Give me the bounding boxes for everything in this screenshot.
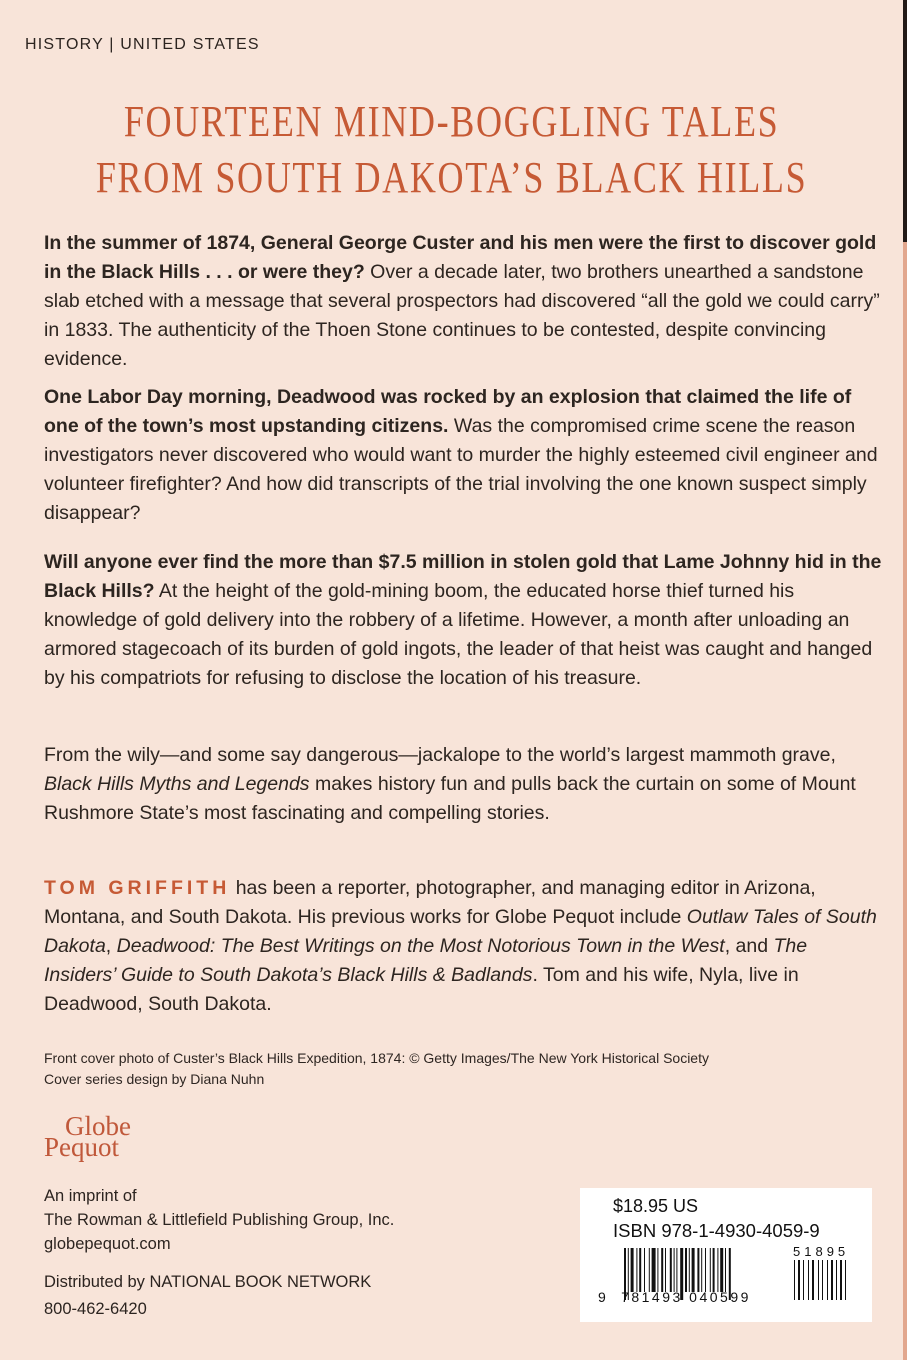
- publisher-logo: [44, 1111, 131, 1162]
- barcode-bar: [725, 1248, 726, 1292]
- category-label: HISTORY | UNITED STATES: [25, 36, 260, 53]
- blurb-paragraph-1: [44, 229, 884, 374]
- blurb-body: Was the compromised crime scene the reason investigators never discovered who would want to murder the highly esteemed civil engineer and volunteer firefighter? And how did transcripts of the trial involving the one known suspect simply disappear?: [44, 415, 878, 524]
- book-title: Deadwood: The Best Writings on the Most Notorious Town in the West: [116, 935, 725, 957]
- bio-text: ,: [105, 935, 117, 957]
- distributor: Distributed by NATIONAL BOOK NETWORK: [44, 1273, 372, 1291]
- barcode-bar: [649, 1248, 650, 1292]
- barcode-bar: [697, 1248, 699, 1292]
- barcode-bar: [670, 1248, 672, 1292]
- ean-rest-digits: 781493 040599: [621, 1289, 751, 1305]
- author-bio: [44, 874, 884, 1019]
- addon-bar: [840, 1260, 842, 1300]
- blurb-body: Over a decade later, two brothers unearthed a sandstone slab etched with a message that several prospectors had discovered “all the gold we could carry” in 1833. The authenticity of the Thoen Stone continues to be contested, despite convincing evidence.: [44, 261, 880, 370]
- blurb-body: makes history fun and pulls back the curtain on some of Mount Rushmore State’s most fascinating and compelling stories.: [44, 773, 856, 824]
- spine-edge-dark: [903, 0, 907, 242]
- price: $18.95 US: [613, 1196, 699, 1216]
- bio-text: has been a reporter, photographer, and managing editor in Arizona, Montana, and South Dakota. His previous works for Globe Pequot include: [44, 877, 816, 928]
- publisher-website: globepequot.com: [44, 1235, 171, 1253]
- book-title: Black Hills Myths and Legends: [44, 773, 310, 795]
- bio-text: . Tom and his wife, Nyla, live in Deadwood, South Dakota.: [44, 964, 799, 1015]
- barcode-bar: [701, 1248, 702, 1292]
- book-title: Outlaw Tales of South Dakota: [44, 906, 877, 957]
- blurb-body: At the height of the gold-mining boom, the educated horse thief turned his knowledge of gold delivery into the robbery of a lifetime. However, a month after unloading an armored stagecoach of its burden of gold ingots, the leader of that heist was caught and hanged by his compatriots for refusing to disclose the location of his treasure.: [44, 580, 873, 689]
- book-title: The Insiders’ Guide to South Dakota’s Black Hills & Badlands: [44, 935, 808, 986]
- blurb-paragraph-4: [44, 741, 884, 828]
- barcode-bar: [644, 1248, 645, 1292]
- addon-bar: [818, 1260, 819, 1300]
- barcode-bar: [692, 1248, 695, 1292]
- addon-bar: [812, 1260, 814, 1300]
- barcode-bar: [652, 1248, 656, 1292]
- blurb-lead: One Labor Day morning, Deadwood was rocked by an explosion that claimed the life of one of the town’s most upstanding citizens.: [44, 386, 852, 437]
- barcode-bar: [720, 1248, 723, 1292]
- addon-bar: [831, 1260, 833, 1300]
- addon-bar: [827, 1260, 828, 1300]
- addon-bar: [794, 1260, 795, 1300]
- barcode-bar: [639, 1248, 641, 1292]
- photo-credit: Front cover photo of Custer’s Black Hills Expedition, 1874: © Getty Images/The New York Historical Society: [44, 1050, 709, 1066]
- headline-line-2: FROM SOUTH DAKOTA’S BLACK HILLS: [95, 153, 808, 202]
- barcode-bar: [631, 1248, 634, 1292]
- addon-bar: [845, 1260, 846, 1300]
- barcode-bar: [665, 1248, 666, 1292]
- addon-bar: [798, 1260, 800, 1300]
- imprint-info: [44, 1184, 394, 1256]
- credits: [44, 1048, 884, 1090]
- barcode-bar: [710, 1248, 711, 1292]
- addon-bar: [822, 1260, 823, 1300]
- addon-bar: [836, 1260, 837, 1300]
- addon-bar: [808, 1260, 809, 1300]
- ean-digits: [598, 1289, 751, 1305]
- distribution-info: [44, 1269, 371, 1323]
- barcode-bar: [685, 1248, 687, 1292]
- barcode-bar: [689, 1248, 690, 1292]
- phone-number: 800-462-6420: [44, 1300, 147, 1318]
- barcode-bar: [705, 1248, 706, 1292]
- logo-line-2: Pequot: [44, 1132, 120, 1162]
- blurb-paragraph-2: [44, 383, 884, 528]
- barcode-bar: [657, 1248, 658, 1292]
- blurb-lead: Will anyone ever find the more than $7.5 million in stolen gold that Lame Johnny hid in the Black Hills?: [44, 551, 882, 602]
- headline: [81, 94, 821, 206]
- barcode-bar: [676, 1248, 677, 1292]
- blurb-lead: In the summer of 1874, General George Custer and his men were the first to discover gold in the Black Hills . . . or were they?: [44, 232, 877, 283]
- bio-text: , and: [724, 935, 774, 957]
- logo-line-1: Globe: [65, 1111, 131, 1141]
- ean-first-digit: 9: [598, 1289, 609, 1305]
- parent-publisher: The Rowman & Littlefield Publishing Group, Inc.: [44, 1211, 395, 1229]
- addon-bar: [803, 1260, 804, 1300]
- barcode-bar: [674, 1248, 675, 1292]
- headline-line-1: FOURTEEN MIND-BOGGLING TALES: [123, 97, 780, 146]
- barcode-bar: [717, 1248, 718, 1292]
- spine-edge: [903, 242, 907, 1360]
- blurb-body: From the wily—and some say dangerous—jackalope to the world’s largest mammoth grave,: [44, 744, 836, 766]
- addon-digits: 51895: [793, 1244, 850, 1259]
- barcode-label: [580, 1188, 872, 1322]
- barcode-bar: [713, 1248, 715, 1292]
- barcode-bar: [661, 1248, 663, 1292]
- imprint-label: An imprint of: [44, 1187, 137, 1205]
- author-name: TOM GRIFFITH: [44, 877, 231, 899]
- design-credit: Cover series design by Diana Nuhn: [44, 1071, 265, 1087]
- barcode-bar: [636, 1248, 637, 1292]
- blurb-paragraph-3: [44, 548, 884, 693]
- isbn: ISBN 978-1-4930-4059-9: [613, 1220, 820, 1241]
